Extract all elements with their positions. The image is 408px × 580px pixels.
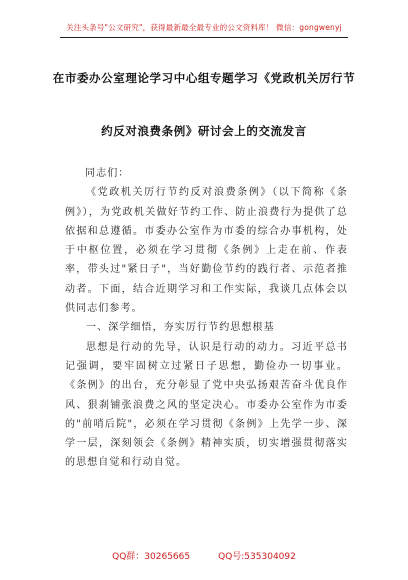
footer-contact: [0, 549, 408, 562]
header-note: 关注头条号"公文研究"，获得最新最全最专业的公文资料库！ 微信：gongwenyj: [66, 23, 342, 32]
paragraph-section-1: 思想是行动的先导，认识是行动的动力。习近平总书记强调，要牢固树立过紧日子思想，勤俭办一切事业。《条例》的出台，充分彰显了党中央弘扬艰苦奋斗优良作风、狠刹铺张浪费之风的坚定决心。市委办公室作为市委的"前哨后院"，必须在学习贯彻《条例》上先学一步、深学一层，深刻领会《条例》精神实质，切实增强贯彻落实的思想自觉和行动自觉。: [65, 341, 348, 469]
section-heading-1: 一、深学细悟，夯实厉行节约思想根基: [86, 322, 275, 334]
paragraph-intro: 《党政机关厉行节约反对浪费条例》（以下简称《条例》），为党政机关做好节约工作、防止浪费行为提供了总依据和总遵循。市委办公室作为市委的综合办事机构，处于中枢位置，必须在学习贯彻《条例》上走在前、作表率，带头过"紧日子"，当好勤俭节约的践行者、示范者推动者。下面，结合近期学习和工作实际，我谈几点体会以供同志们参考。: [65, 187, 348, 315]
salutation: 同志们：: [85, 168, 130, 179]
document-title-line-2: 约反对浪费条例》研讨会上的交流发言: [101, 124, 307, 138]
header-divider: [60, 37, 348, 38]
footer-qq-number: QQ号:535304092: [218, 552, 296, 562]
document-body: [65, 164, 348, 473]
footer-qq-group: QQ群：30265665: [112, 552, 191, 562]
document-title-line-1: 在市委办公室理论学习中心组专题学习《党政机关厉行节: [52, 71, 356, 85]
